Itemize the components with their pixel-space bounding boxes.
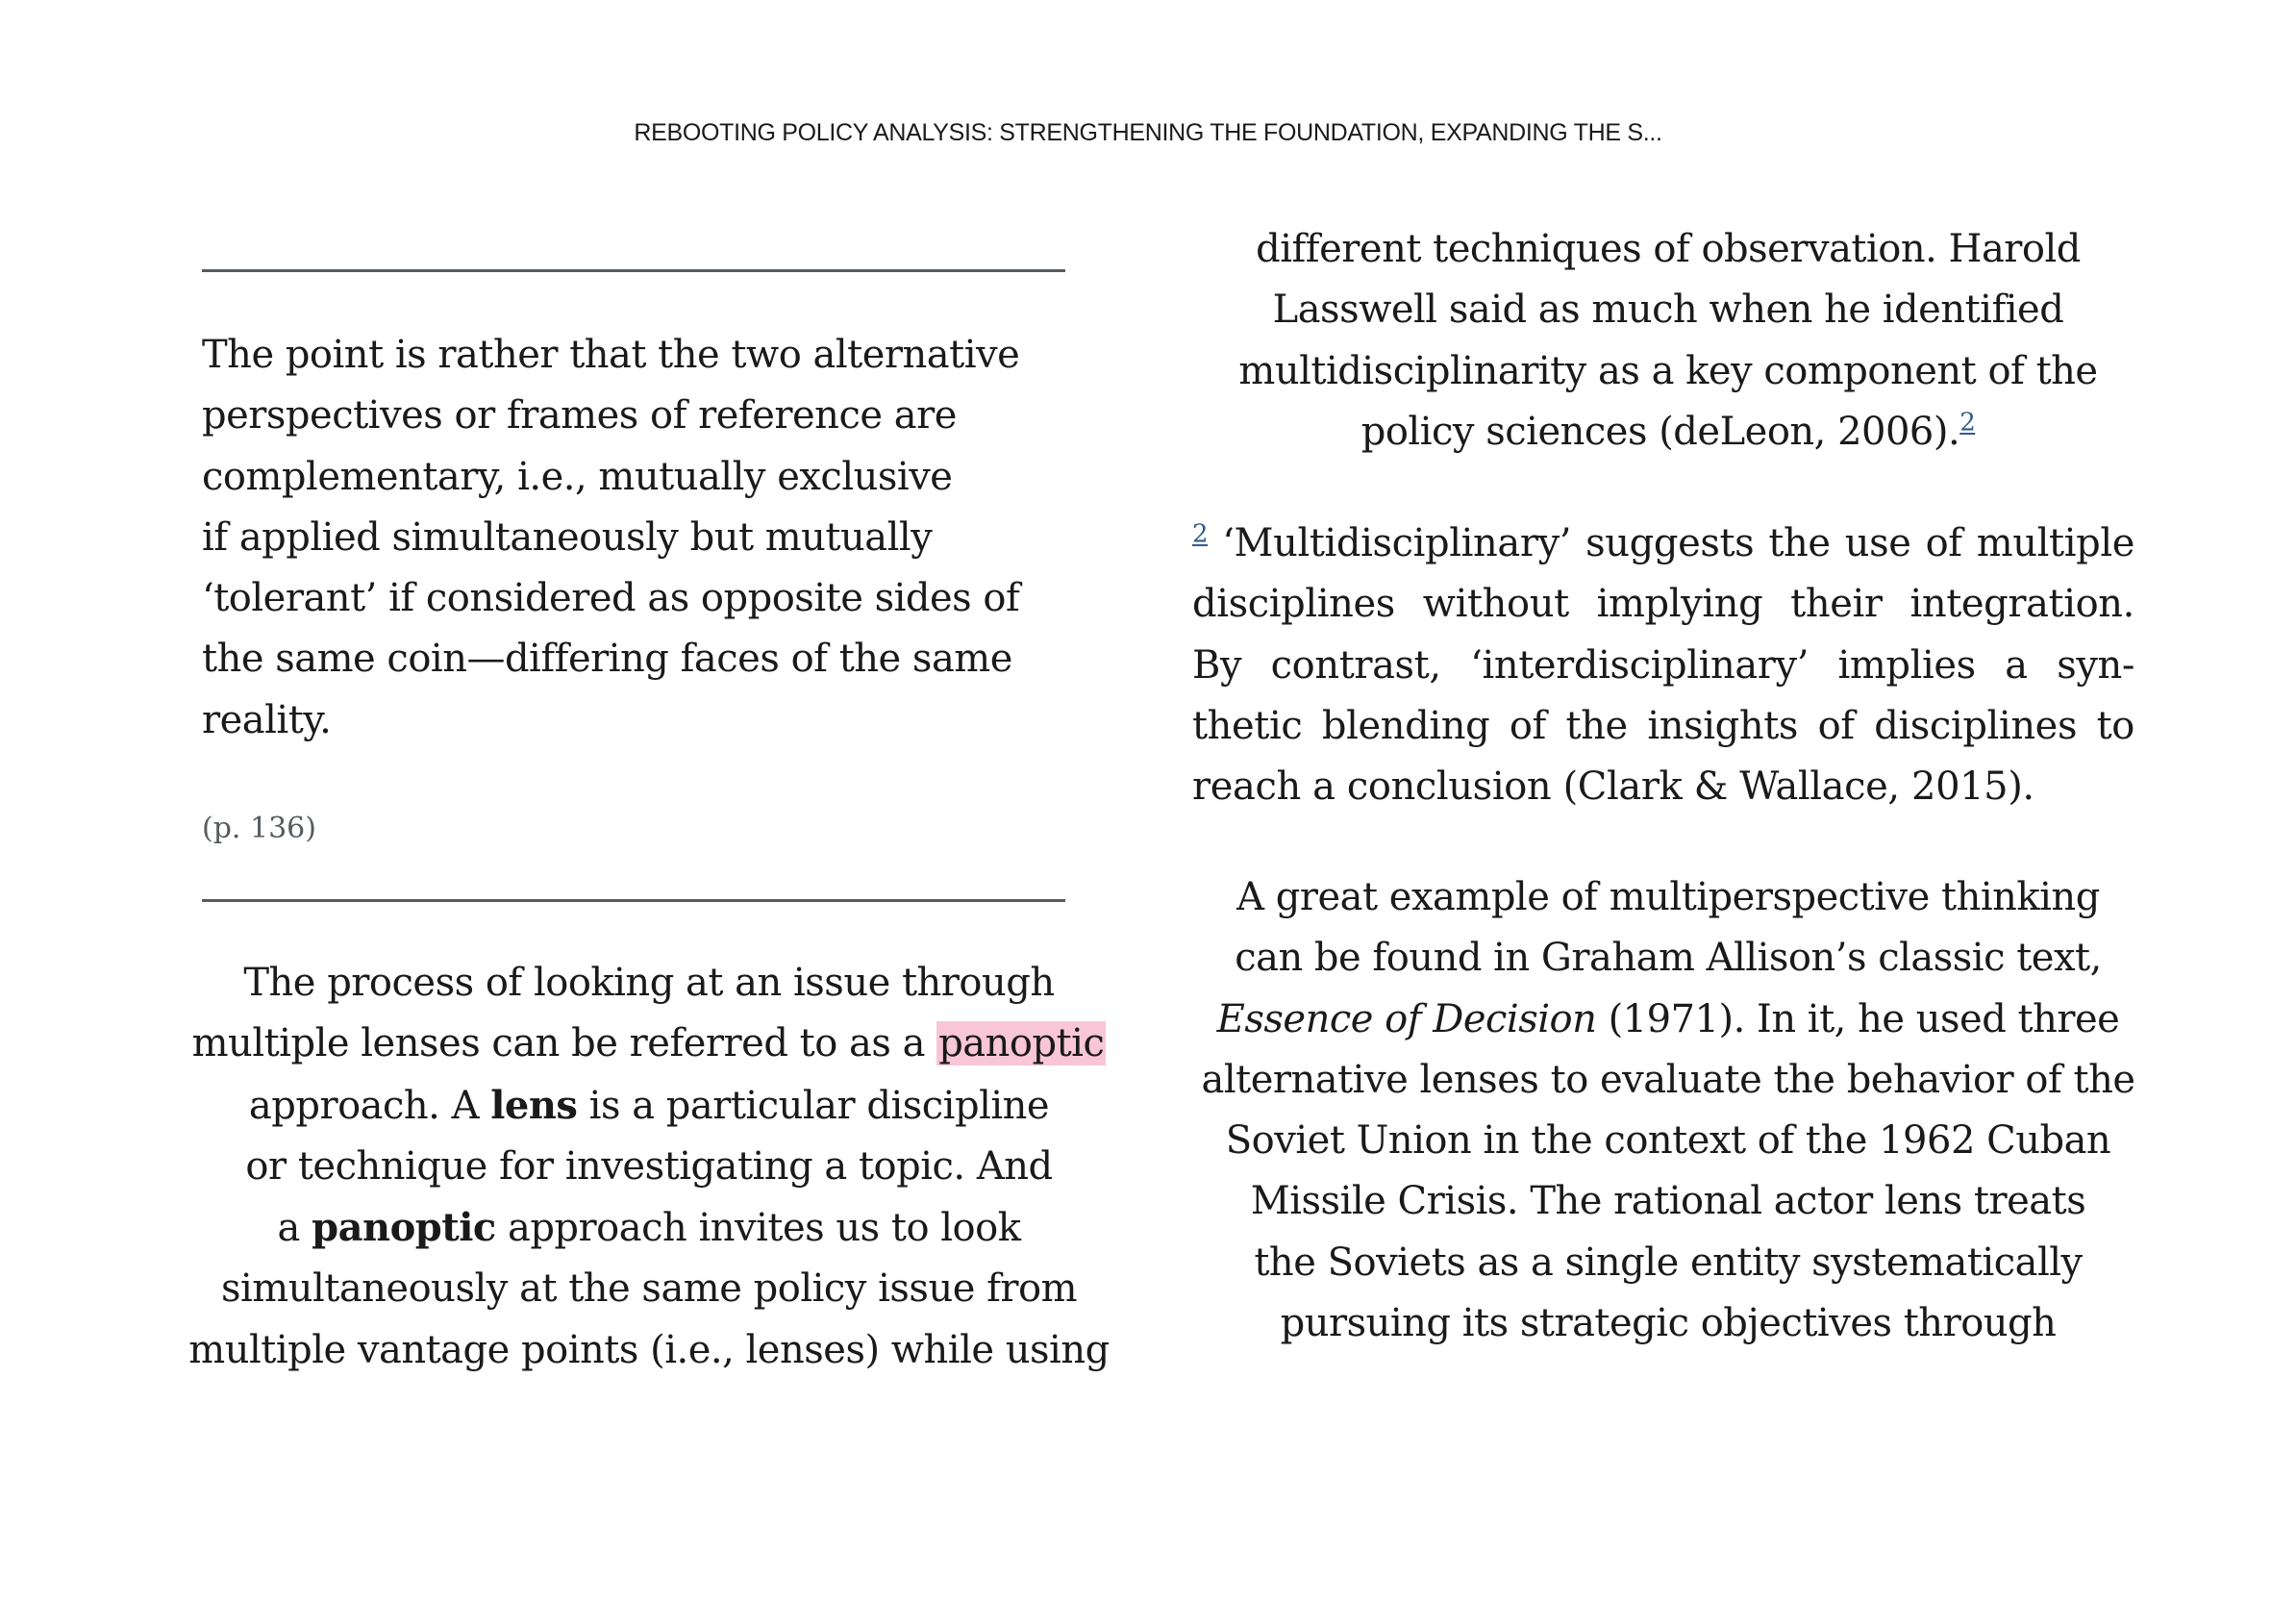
paragraph-text: (1971). In it, he used three xyxy=(1596,996,2120,1041)
paragraph-line xyxy=(173,1075,1125,1137)
allison-paragraph xyxy=(1192,867,2144,1354)
quote-line: complementary, i.e., mutually exclusive xyxy=(202,454,953,499)
panoptic-paragraph xyxy=(173,953,1125,1381)
quote-citation: (p. 136) xyxy=(202,812,316,845)
paragraph-text: a xyxy=(277,1206,312,1251)
paragraph-line xyxy=(1192,990,2144,1050)
footnote-line xyxy=(1192,514,2134,574)
highlighted-term[interactable]: panoptic xyxy=(938,1021,1105,1066)
footnote-line: reach a conclusion (Clark & Wallace, 2015). xyxy=(1192,764,2034,810)
quote-line: if applied simultaneously but mutually xyxy=(202,514,933,560)
paragraph-line: multidisciplinarity as a key component of xyxy=(1238,348,2025,393)
footnote-line: thetic blending of the insights of disciplines to xyxy=(1192,703,2134,748)
footnote-text: ‘Multidisciplinary’ suggests the use of multiple xyxy=(1208,521,2134,565)
paragraph-line: simultaneously at the same policy issue from xyxy=(220,1266,1078,1312)
paragraph-line: A great example of multiperspective thinking xyxy=(1236,875,2100,919)
footnote-reference-link[interactable]: 2 xyxy=(1959,408,1976,438)
bold-term-lens: lens xyxy=(490,1082,578,1128)
paragraph-text: the policy sciences (deLeon, 2006). xyxy=(1360,348,2098,454)
lasswell-paragraph xyxy=(1192,219,2144,463)
footnote-line: By contrast, ‘interdisciplinary’ implies a syn- xyxy=(1192,642,2134,688)
quote-top-rule xyxy=(202,269,1065,272)
quote-line: The point is rather that the two alternative xyxy=(202,333,1020,377)
quote-line: the same coin—differing faces of the same xyxy=(202,637,1012,682)
quote-bottom-rule xyxy=(202,899,1065,902)
paragraph-text: approach invites us to look xyxy=(495,1206,1021,1251)
quote-line: reality. xyxy=(202,697,332,742)
paragraph-line: the Soviets as a single entity systematically xyxy=(1254,1240,2083,1285)
book-title: Essence of Decision xyxy=(1216,996,1597,1041)
footnote-marker-link[interactable]: 2 xyxy=(1192,519,1209,549)
paragraph-line: multiple vantage points (i.e., lenses) while using xyxy=(188,1327,1110,1372)
paragraph-line: can be found in Graham Allison’s classic text, xyxy=(1235,936,2102,981)
footnote xyxy=(1192,514,2134,817)
bold-term-panoptic: panoptic xyxy=(312,1205,496,1251)
paragraph-text: multiple lenses can be referred to as a xyxy=(191,1021,937,1066)
paragraph-line: or technique for investigating a topic. And xyxy=(245,1143,1053,1189)
paragraph-line: Missile Crisis. The rational actor lens treats xyxy=(1250,1179,2086,1224)
paragraph-line: Lasswell said as much when he identified xyxy=(1272,288,2064,333)
paragraph-text: approach. A xyxy=(248,1083,491,1128)
paragraph-line: pursuing its strategic objectives through xyxy=(1280,1301,2057,1346)
paragraph-line xyxy=(173,1197,1125,1259)
paragraph-line xyxy=(173,1014,1125,1074)
running-header: REBOOTING POLICY ANALYSIS: STRENGTHENING THE FOUNDATION, EXPANDING THE S... xyxy=(634,119,1662,146)
paragraph-line: The process of looking at an issue through xyxy=(243,961,1055,1005)
paragraph-line: alternative lenses to evaluate the behavior of the xyxy=(1201,1057,2135,1102)
paragraph-text: is a particular discipline xyxy=(577,1083,1050,1128)
footnote-line: disciplines without implying their integration. xyxy=(1192,582,2134,627)
quote-line: perspectives or frames of reference are xyxy=(202,393,957,439)
paragraph-line: different techniques of observation. Harold xyxy=(1256,227,2081,271)
block-quote xyxy=(202,325,1067,751)
paragraph-line: Soviet Union in the context of the 1962 Cuban xyxy=(1225,1118,2111,1164)
quote-line: ‘tolerant’ if considered as opposite sides of xyxy=(202,576,1020,621)
